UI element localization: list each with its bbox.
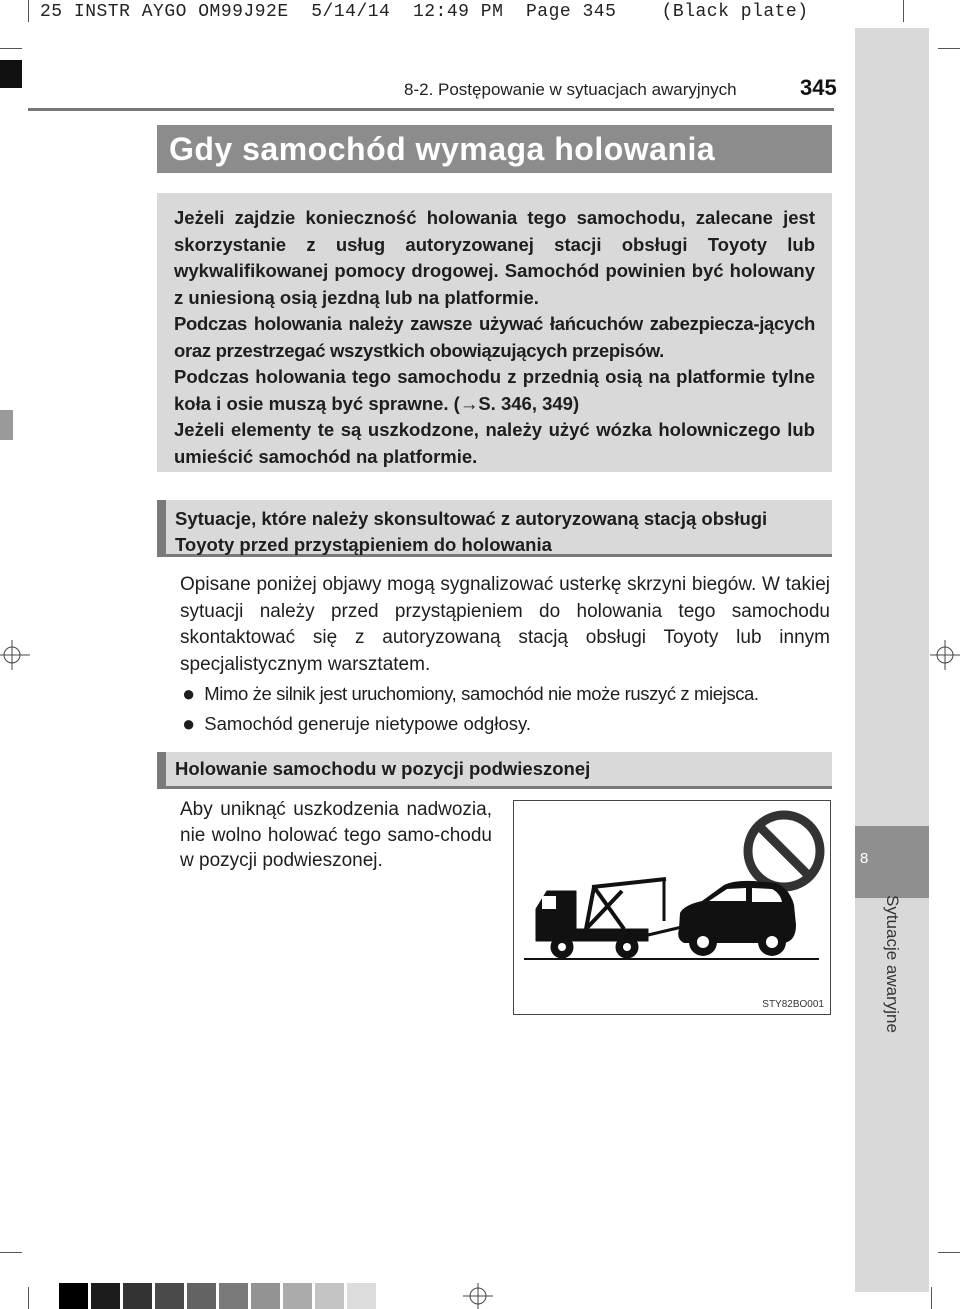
crop-mark <box>28 0 29 22</box>
color-swatch <box>347 1283 376 1309</box>
color-swatches <box>0 0 1 1</box>
color-swatch <box>315 1283 344 1309</box>
page-title: Gdy samochód wymaga holowania <box>169 130 716 167</box>
section-heading-text: Holowanie samochodu w pozycji podwieszonej <box>175 758 591 779</box>
intro-box <box>157 193 832 472</box>
intro-paragraph: Podczas holowania tego samochodu z przednią osią na platformie tylne koła i osie muszą być sprawne. (→S. 346, 349) <box>174 366 815 414</box>
print-header: 25 INSTR AYGO OM99J92E 5/14/14 12:49 PM Page 345 (Black plate) <box>40 2 809 22</box>
crop-mark <box>0 48 22 49</box>
intro-paragraph: Jeżeli elementy te są uszkodzone, należy użyć wózka holowniczego lub umieścić samochód na platformie. <box>174 419 815 467</box>
chapter-number: 8 <box>860 850 869 867</box>
edge-tab <box>0 410 13 440</box>
car-icon <box>678 881 796 956</box>
list-item <box>182 681 832 707</box>
header-rule <box>28 108 834 111</box>
list-item-text: Mimo że silnik jest uruchomiony, samochód nie może ruszyć z miejsca. <box>204 683 759 704</box>
crop-mark <box>938 1252 960 1253</box>
page-number: 345 <box>800 75 837 100</box>
crop-mark <box>938 48 960 49</box>
crop-mark <box>28 1287 29 1309</box>
towing-illustration <box>513 800 831 1015</box>
crop-mark <box>903 0 904 22</box>
color-swatch <box>283 1283 312 1309</box>
intro-paragraph: Podczas holowania należy zawsze używać łańcuchów zabezpiecza-jących oraz przestrzegać wszystkich obowiązujących przepisów. <box>174 313 815 361</box>
color-swatch <box>91 1283 120 1309</box>
section-body: Opisane poniżej objawy mogą sygnalizować usterkę skrzyni biegów. W takiej sytuacji należy przed przystąpieniem do holowania tego samochodu skontaktować się z autoryzowaną stacją obsługi Toyoty lub innym specjalistycznym warsztatem. <box>180 574 830 675</box>
crop-mark <box>931 1287 932 1309</box>
crop-mark <box>0 1252 22 1253</box>
prohibited-sign-icon <box>748 815 820 887</box>
figure-code: STY82BO001 <box>762 999 824 1010</box>
color-swatch <box>219 1283 248 1309</box>
color-swatch <box>59 1283 88 1309</box>
bullet-icon: ● <box>182 711 196 736</box>
section-heading <box>157 500 832 557</box>
color-swatch <box>251 1283 280 1309</box>
chapter-side-strip <box>855 28 929 1292</box>
bullet-icon: ● <box>182 681 196 706</box>
color-swatch <box>123 1283 152 1309</box>
edge-tab <box>0 60 22 88</box>
section-title: 8-2. Postępowanie w sytuacjach awaryjnych <box>404 80 737 99</box>
color-swatch <box>187 1283 216 1309</box>
chapter-title: Sytuacje awaryjne <box>883 895 902 1033</box>
tow-truck-icon <box>536 879 682 958</box>
color-swatch <box>155 1283 184 1309</box>
section-heading-text: Sytuacje, które należy skonsultować z autoryzowaną stacją obsługi Toyoty przed przystąpieniem do holowania <box>175 508 768 555</box>
registration-target-icon <box>463 1283 493 1309</box>
section-body: Aby uniknąć uszkodzenia nadwozia, nie wolno holować tego samo-chodu w pozycji podwieszonej. <box>180 799 492 871</box>
registration-target-icon <box>930 640 960 670</box>
section-heading <box>157 752 832 789</box>
intro-paragraph: Jeżeli zajdzie konieczność holowania tego samochodu, zalecane jest skorzystanie z usług autoryzowanej stacji obsługi Toyoty lub wykwalifikowanej pomocy drogowej. Samochód powinien być holowany z uniesioną osią jezdną lub na platformie. <box>174 207 815 308</box>
list-item <box>182 711 832 737</box>
page-title-banner <box>157 125 832 173</box>
registration-target-icon <box>0 640 30 670</box>
list-item-text: Samochód generuje nietypowe odgłosy. <box>204 713 532 734</box>
